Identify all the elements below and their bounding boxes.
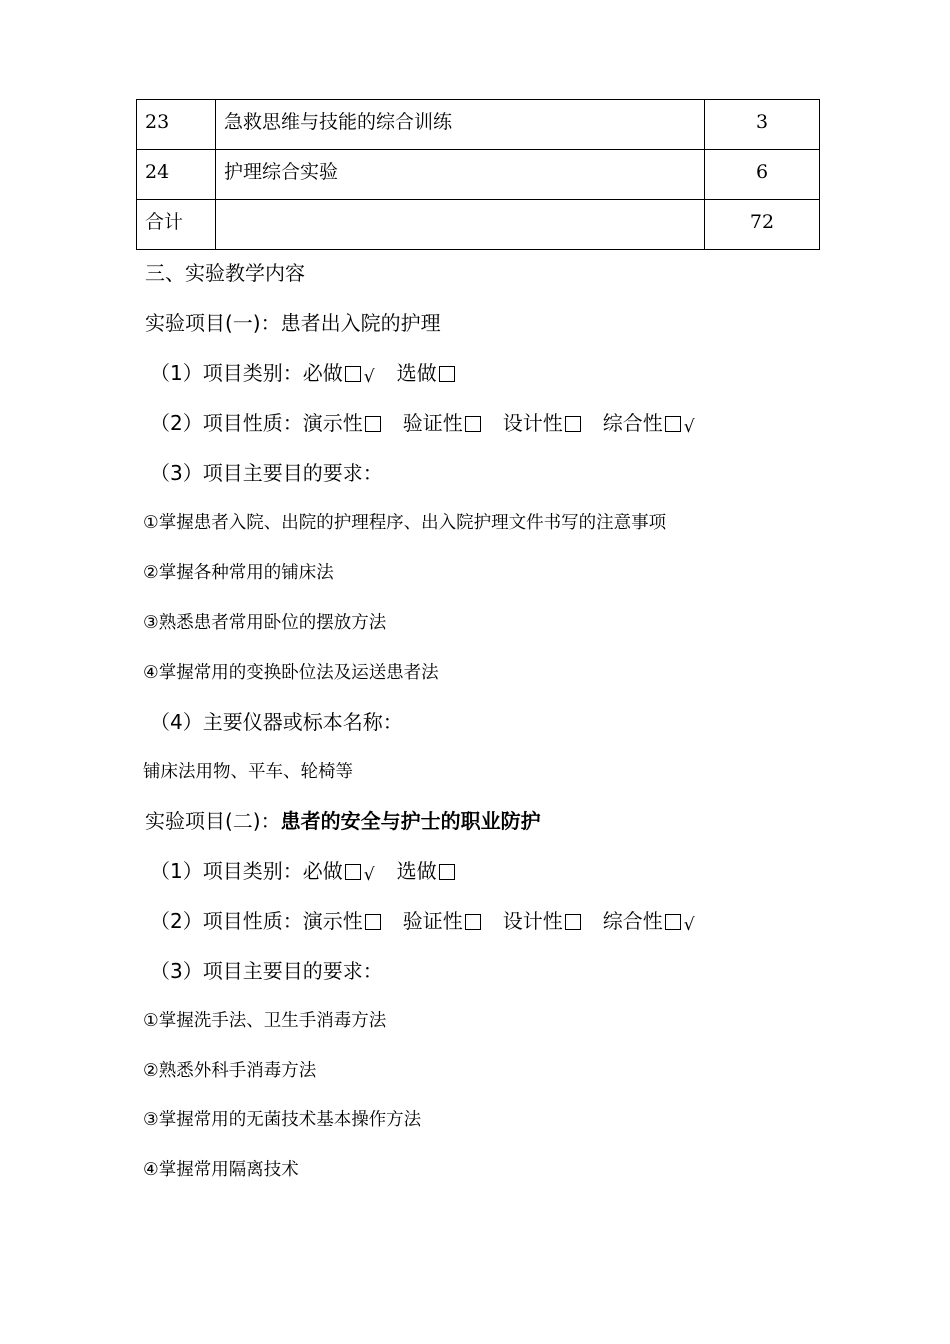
project1-nature <box>150 409 695 441</box>
project1-purpose-4: ④掌握常用的变换卧位法及运送患者法 <box>143 663 439 683</box>
checkmark-icon: √ <box>363 865 375 885</box>
opt-required: 必做 <box>302 859 343 883</box>
project1-title-main: 患者出入院的护理 <box>280 311 441 335</box>
nature-demo: 演示性 <box>302 909 363 933</box>
nature-design: 设计性 <box>502 909 563 933</box>
nature-verify: 验证性 <box>402 909 463 933</box>
table-row <box>137 100 820 150</box>
nature-verify: 验证性 <box>402 411 463 435</box>
project1-purpose-2: ②掌握各种常用的铺床法 <box>143 563 334 583</box>
project1-instruments: 铺床法用物、平车、轮椅等 <box>143 762 353 782</box>
nature-comprehensive: 综合性 <box>602 411 663 435</box>
project2-title <box>145 807 541 835</box>
checkbox-icon <box>565 416 581 432</box>
checkbox-icon <box>365 416 381 432</box>
nature-comprehensive: 综合性 <box>602 909 663 933</box>
project2-nature <box>150 907 695 939</box>
hours-table <box>136 99 820 250</box>
checkbox-icon <box>439 864 455 880</box>
project2-purpose-label: （3）项目主要目的要求： <box>150 959 383 983</box>
nature-design: 设计性 <box>502 411 563 435</box>
table-row <box>137 150 820 200</box>
checkbox-icon <box>565 914 581 930</box>
project1-title-prefix: 实验项目(一)： <box>145 311 281 335</box>
opt-optional: 选做 <box>396 361 437 385</box>
row-number: 合计 <box>137 200 216 250</box>
row-name: 急救思维与技能的综合训练 <box>216 100 705 150</box>
category-label: （1）项目类别： <box>150 361 303 385</box>
nature-demo: 演示性 <box>302 411 363 435</box>
project2-title-main: 患者的安全与护士的职业防护 <box>280 809 541 833</box>
checkbox-icon <box>345 864 361 880</box>
project2-purpose-2: ②熟悉外科手消毒方法 <box>143 1061 317 1081</box>
project1-purpose-1: ①掌握患者入院、出院的护理程序、出入院护理文件书写的注意事项 <box>143 513 667 533</box>
row-hours: 6 <box>705 150 820 200</box>
checkbox-icon <box>439 366 455 382</box>
project2-purpose-1: ①掌握洗手法、卫生手消毒方法 <box>143 1011 387 1031</box>
row-number: 23 <box>137 100 216 150</box>
checkmark-icon: √ <box>683 915 695 935</box>
checkbox-icon <box>465 416 481 432</box>
opt-required: 必做 <box>302 361 343 385</box>
project2-category <box>150 857 455 889</box>
project2-purpose-3: ③掌握常用的无菌技术基本操作方法 <box>143 1110 422 1130</box>
checkmark-icon: √ <box>683 417 695 437</box>
project1-category <box>150 359 455 391</box>
project1-instrument-label: （4）主要仪器或标本名称： <box>150 710 403 734</box>
project1-title <box>145 309 441 337</box>
row-name: 护理综合实验 <box>216 150 705 200</box>
checkbox-icon <box>365 914 381 930</box>
table-row <box>137 200 820 250</box>
row-number: 24 <box>137 150 216 200</box>
row-name <box>216 200 705 250</box>
project2-title-prefix: 实验项目(二)： <box>145 809 281 833</box>
checkbox-icon <box>665 914 681 930</box>
row-hours: 72 <box>705 200 820 250</box>
project1-purpose-3: ③熟悉患者常用卧位的摆放方法 <box>143 613 387 633</box>
category-label: （1）项目类别： <box>150 859 303 883</box>
nature-label: （2）项目性质： <box>150 411 303 435</box>
nature-label: （2）项目性质： <box>150 909 303 933</box>
row-hours: 3 <box>705 100 820 150</box>
section-title: 三、实验教学内容 <box>145 261 305 285</box>
checkbox-icon <box>345 366 361 382</box>
project2-purpose-4: ④掌握常用隔离技术 <box>143 1160 299 1180</box>
opt-optional: 选做 <box>396 859 437 883</box>
checkbox-icon <box>665 416 681 432</box>
checkmark-icon: √ <box>363 367 375 387</box>
project1-purpose-label: （3）项目主要目的要求： <box>150 461 383 485</box>
checkbox-icon <box>465 914 481 930</box>
